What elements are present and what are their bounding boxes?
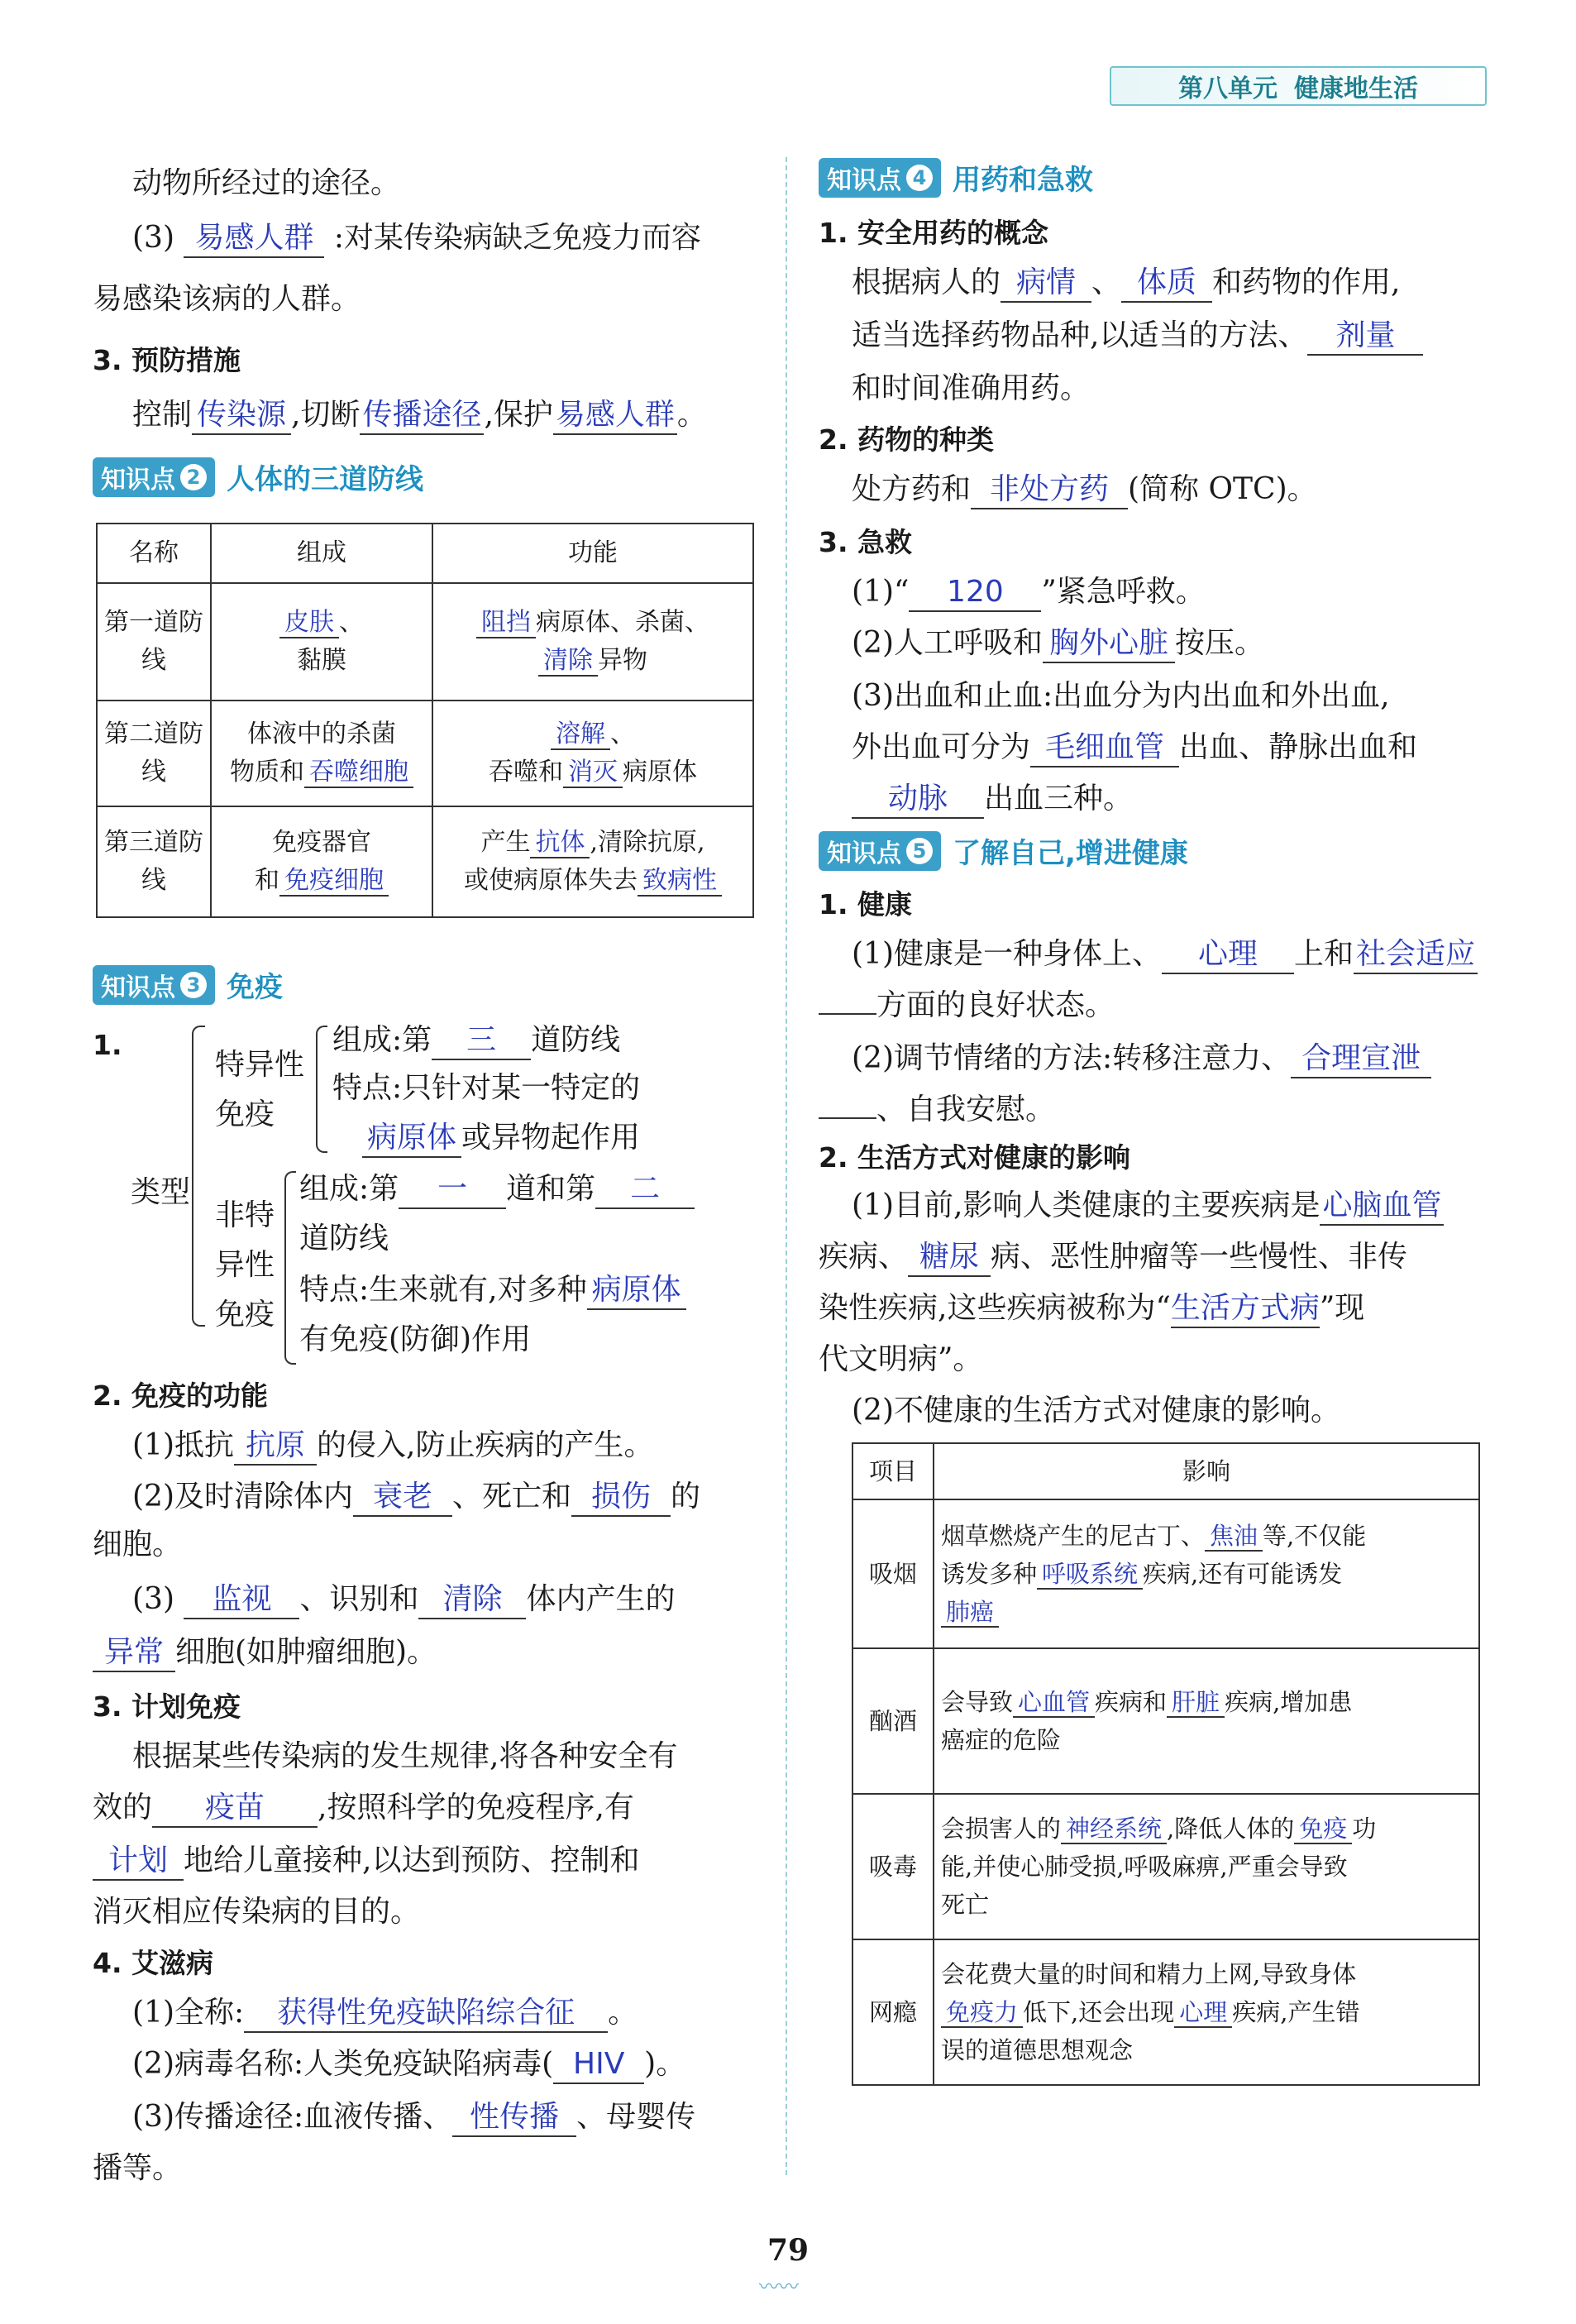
line [852,261,1400,304]
text: 、 [1091,265,1122,299]
knowledge-point-4 [819,157,1093,198]
text: 功 [1352,1815,1377,1843]
text: (1)目前,影响人类健康的主要疾病是 [852,1188,1320,1222]
text: 异性 [215,1248,275,1282]
line: (3)出血和止血:出血分为内出血和外出血, [852,679,1390,713]
text: 免疫 [215,1097,275,1131]
page-number: 79 [767,2233,809,2268]
answer: 性传播 [452,2099,576,2137]
table-row [97,701,753,806]
table-row [97,806,753,917]
text: )。 [644,2047,686,2081]
text: 非特 [215,1198,275,1232]
cell: 吸烟 [852,1499,934,1648]
text: 黏膜 [297,646,346,675]
unit-header [1110,66,1487,106]
text: 适当选择药物品种,以适当的方法、 [852,318,1308,352]
text: 。 [608,1996,638,2030]
answer: 社会适应 [1354,936,1478,974]
answer: 传播途径 [360,397,484,435]
kp-label: 知识点 [101,973,175,1002]
text: (2)调节情绪的方法:转移注意力、 [852,1041,1292,1075]
answer: 病情 [1001,265,1091,303]
text: 和 [255,866,279,895]
table-header: 影响 [934,1443,1479,1499]
line [852,571,1206,614]
line [852,726,1417,769]
line [132,1578,675,1621]
cell [432,583,753,701]
text: 、死亡和 [452,1480,572,1513]
table-row [852,1648,1479,1794]
brace [284,1171,296,1365]
answer: 非处方药 [971,471,1128,509]
answer: HIV [553,2046,644,2084]
answer: 监视 [184,1581,299,1619]
line [93,1839,639,1882]
line [819,1287,1364,1330]
item-number: 1. [93,1029,122,1061]
text: 组成:第 [299,1172,399,1206]
text: 癌症的危险 [941,1726,1062,1754]
text: 控制 [132,398,193,432]
text: 处方药和 [852,472,972,506]
wave-decoration: 〰〰 [759,2275,799,2298]
text: 低下,还会出现 [1023,1998,1175,2026]
answer: 三 [432,1022,531,1060]
kp-label: 知识点 [101,465,175,495]
text: :对某传染病缺乏免疫力而容 [333,221,702,255]
text: 道防线 [531,1023,621,1057]
section-heading: 1. 健康 [819,888,912,921]
text: ,按照科学的免疫程序,有 [318,1791,634,1824]
answer: 心脑血管 [1320,1188,1444,1226]
kp-title: 了解自己,增进健康 [953,837,1188,870]
text: 疾病、 [819,1240,909,1274]
text: 的侵入,防止疾病的产生。 [317,1428,654,1462]
text: 吞噬和 [489,758,563,787]
text: 地给儿童接种,以达到预防、控制和 [184,1843,640,1877]
table-header: 组成 [211,524,432,583]
section-heading: 4. 艾滋病 [93,1947,213,1979]
text: 疾病,还有可能诱发 [1143,1560,1343,1588]
text: 、母婴传 [576,2100,696,2134]
text: 。 [676,398,707,432]
answer: 免疫 [1294,1815,1352,1844]
answer: 异常 [93,1634,175,1672]
line [299,1269,686,1312]
kp-title: 用药和急救 [953,164,1093,197]
line [332,1019,620,1062]
text: 外出血可分为 [852,730,1031,764]
line: 细胞。 [93,1528,183,1561]
answer: 胸外心脏 [1043,625,1175,663]
line [132,1424,653,1467]
line [132,1475,700,1518]
line [362,1117,640,1160]
text: (3) [132,221,174,255]
knowledge-point-5 [819,830,1188,871]
answer: 皮肤 [279,608,339,638]
cell [934,1648,1479,1794]
answer: 阻挡 [476,608,536,638]
line [819,1236,1407,1279]
answer: 损伤 [571,1479,671,1517]
text: 特异性 [215,1048,305,1082]
line: 动物所经过的途径。 [132,166,401,200]
text: (1)抵抗 [132,1428,234,1462]
line: 和时间准确用药。 [852,371,1091,405]
line [132,217,701,260]
text: 免疫器官 [272,828,371,857]
cell: 吸毒 [852,1794,934,1939]
line: 易感染该病的人群。 [93,282,361,316]
text: (1)健康是一种身体上、 [852,937,1162,971]
kp-label: 知识点 [827,839,901,868]
answer: 合理宣泄 [1291,1040,1431,1078]
text: 病原体、杀菌、 [536,608,709,637]
answer: 清除 [418,1581,526,1619]
text: 物质和 [230,758,304,787]
section-heading: 3. 计划免疫 [93,1690,241,1723]
text: ,降低人体的 [1167,1815,1295,1843]
line [852,1184,1444,1227]
kp-number: 2 [180,464,207,490]
answer: 二 [595,1171,695,1209]
text: 效的 [93,1791,153,1824]
kp-number: 4 [906,165,933,191]
kp-tag [819,831,941,871]
answer: 消灭 [563,758,623,788]
cell: 酗酒 [852,1648,934,1794]
text: 产生 [480,828,531,857]
answer: 糖尿 [908,1239,991,1277]
line: 消灭相应传染病的目的。 [93,1895,421,1929]
text: 等,不仅能 [1263,1522,1367,1550]
text: 上和 [1294,937,1354,971]
line [93,1631,437,1674]
line [299,1168,695,1211]
brace [316,1026,327,1153]
answer: 呼吸系统 [1037,1560,1143,1590]
text: (1)“ [852,575,910,609]
answer: 神经系统 [1061,1815,1167,1844]
line [132,1992,638,2035]
text: 免疫 [215,1298,275,1332]
text: 会损害人的 [941,1815,1062,1843]
text: 疾病和 [1095,1688,1168,1716]
line: (2)不健康的生活方式对健康的影响。 [852,1394,1340,1427]
answer: 易感人群 [553,397,677,435]
text: 根据病人的 [852,265,1001,299]
text: (简称 OTC)。 [1128,472,1317,506]
line: 根据某些传染病的发生规律,将各种安全有 [132,1739,678,1773]
answer: 致病性 [638,866,722,897]
line: 播等。 [93,2151,183,2185]
answer: 疫苗 [152,1790,318,1828]
section-heading: 1. 安全用药的概念 [819,217,1048,249]
table-header: 项目 [852,1443,934,1499]
text: 、自我安慰。 [876,1093,1056,1126]
cell: 第三道防线 [97,806,211,917]
answer: 溶解 [551,720,610,750]
table-header: 名称 [97,524,211,583]
text: 能,并使心肺受损,呼吸麻痹,严重会导致 [941,1853,1348,1881]
text: 疾病,产生错 [1232,1998,1360,2026]
text: 体液中的杀菌 [247,720,396,748]
kp-label: 知识点 [827,165,901,195]
cell [211,583,432,701]
answer: 120 [909,574,1041,612]
text: 和药物的作用, [1212,265,1401,299]
line: 有免疫(防御)作用 [299,1322,532,1356]
line [819,1088,1055,1131]
text: 死亡 [941,1891,990,1919]
text: 或异物起作用 [461,1121,641,1155]
answer: 免疫细胞 [279,866,389,897]
table-row [852,1794,1479,1939]
text: 病原体 [623,758,697,787]
text: 、 [610,720,635,748]
text: 会导致 [941,1688,1014,1716]
line [819,984,1115,1027]
line: 代文明病”。 [819,1342,983,1376]
brace [192,1026,205,1327]
text: 、 [339,608,364,637]
text: 按压。 [1175,626,1265,660]
answer: 抗原 [234,1427,317,1466]
kp-tag [93,965,215,1005]
answer: 心理 [1162,936,1294,974]
text: 或使病原体失去 [464,866,638,895]
cell [211,701,432,806]
answer: 抗体 [530,828,590,858]
table-row [852,1939,1479,2085]
line: 道防线 [299,1222,389,1255]
cell [432,701,753,806]
text: 病、恶性肿瘤等一些慢性、非传 [991,1240,1408,1274]
specific-immunity-label [215,1040,304,1140]
text: (2)人工呼吸和 [852,626,1043,660]
knowledge-point-2 [93,457,423,497]
answer: 获得性免疫缺陷综合征 [244,1995,608,2033]
text: 疾病,增加患 [1225,1688,1353,1716]
line [852,314,1423,357]
table-row [97,583,753,701]
answer: 焦油 [1205,1522,1263,1552]
text: 烟草燃烧产生的尼古丁、 [941,1522,1206,1550]
text: (3) [132,1582,174,1616]
answer: 衰老 [353,1479,452,1517]
line [852,622,1264,665]
line [852,1037,1431,1080]
answer: 清除 [538,646,598,677]
cell [432,806,753,917]
section-heading: 2. 药物的种类 [819,423,994,456]
line [132,394,707,437]
text: ”紧急呼救。 [1041,575,1206,609]
answer: 体质 [1121,265,1212,303]
text: 出血三种。 [984,782,1134,815]
section-heading: 2. 生活方式对健康的影响 [819,1141,1130,1174]
kp-title: 人体的三道防线 [227,463,423,496]
text: 会花费大量的时间和精力上网,导致身体 [941,1960,1357,1988]
table-header: 功能 [432,524,753,583]
answer: 心血管 [1013,1688,1095,1718]
text: 组成:第 [332,1023,432,1057]
answer: 病原体 [587,1272,686,1310]
text: (2)病毒名称:人类免疫缺陷病毒( [132,2047,554,2081]
text: ,保护 [484,398,553,432]
line: 特点:只针对某一特定的 [332,1071,641,1105]
table-row [852,1499,1479,1648]
kp-tag [819,158,941,198]
unit-label: 第八单元 [1178,74,1278,103]
text: 异物 [598,646,647,675]
text: 误的道德思想观念 [941,2036,1134,2064]
text: (2)及时清除体内 [132,1480,353,1513]
answer: 心理 [1174,1998,1232,2028]
answer: 免疫力 [941,1998,1023,2028]
answer: 一 [399,1171,506,1209]
cell [934,1499,1479,1648]
answer: 易感人群 [184,220,324,258]
text: 染性疾病,这些疾病被称为“ [819,1291,1171,1325]
unit-title: 健康地生活 [1294,74,1418,103]
nonspecific-immunity-label [215,1191,275,1340]
text: (1)全称: [132,1996,245,2030]
line [132,2043,685,2086]
kp-tag [93,457,215,497]
answer: 肝脏 [1167,1688,1225,1718]
cell [934,1939,1479,2085]
text: 细胞(如肿瘤细胞)。 [175,1635,437,1669]
text: ,清除抗原, [590,828,705,857]
text: 体内产生的 [526,1582,676,1616]
answer: 计划 [93,1843,184,1881]
line [852,468,1317,511]
section-heading: 3. 预防措施 [93,344,241,376]
cell: 第一道防线 [97,583,211,701]
column-divider [786,157,787,2175]
text: 特点:生来就有,对多种 [299,1273,587,1307]
line [852,777,1133,820]
text: 、识别和 [299,1582,419,1616]
line [852,933,1478,976]
text: (3)传播途径:血液传播、 [132,2100,453,2134]
answer: 病原体 [362,1120,461,1158]
line [132,2096,695,2139]
line [93,1786,634,1829]
type-label: 类型 [131,1175,191,1209]
text: 的 [671,1480,701,1513]
text: 诱发多种 [941,1560,1038,1588]
text: ”现 [1319,1291,1365,1325]
answer-blank [819,1013,876,1015]
answer-blank [819,1117,876,1119]
cell [934,1794,1479,1939]
cell: 第二道防线 [97,701,211,806]
section-heading: 2. 免疫的功能 [93,1380,268,1412]
answer: 生活方式病 [1171,1290,1320,1328]
cell [211,806,432,917]
kp-title: 免疫 [227,971,283,1004]
answer: 毛细血管 [1030,729,1179,767]
kp-number: 3 [180,972,207,998]
answer: 剂量 [1307,318,1423,356]
answer: 吞噬细胞 [304,758,413,788]
text: ,切断 [291,398,361,432]
section-heading: 3. 急救 [819,526,912,558]
text: 道和第 [506,1172,596,1206]
answer: 肺癌 [941,1598,999,1628]
text: 出血、静脉出血和 [1179,730,1418,764]
cell: 网瘾 [852,1939,934,2085]
text: 方面的良好状态。 [876,988,1115,1022]
knowledge-point-3 [93,964,283,1005]
answer: 传染源 [192,397,291,435]
lifestyle-table [852,1442,1480,2086]
answer: 动脉 [852,781,984,819]
kp-number: 5 [906,838,933,864]
defense-lines-table [96,523,754,918]
